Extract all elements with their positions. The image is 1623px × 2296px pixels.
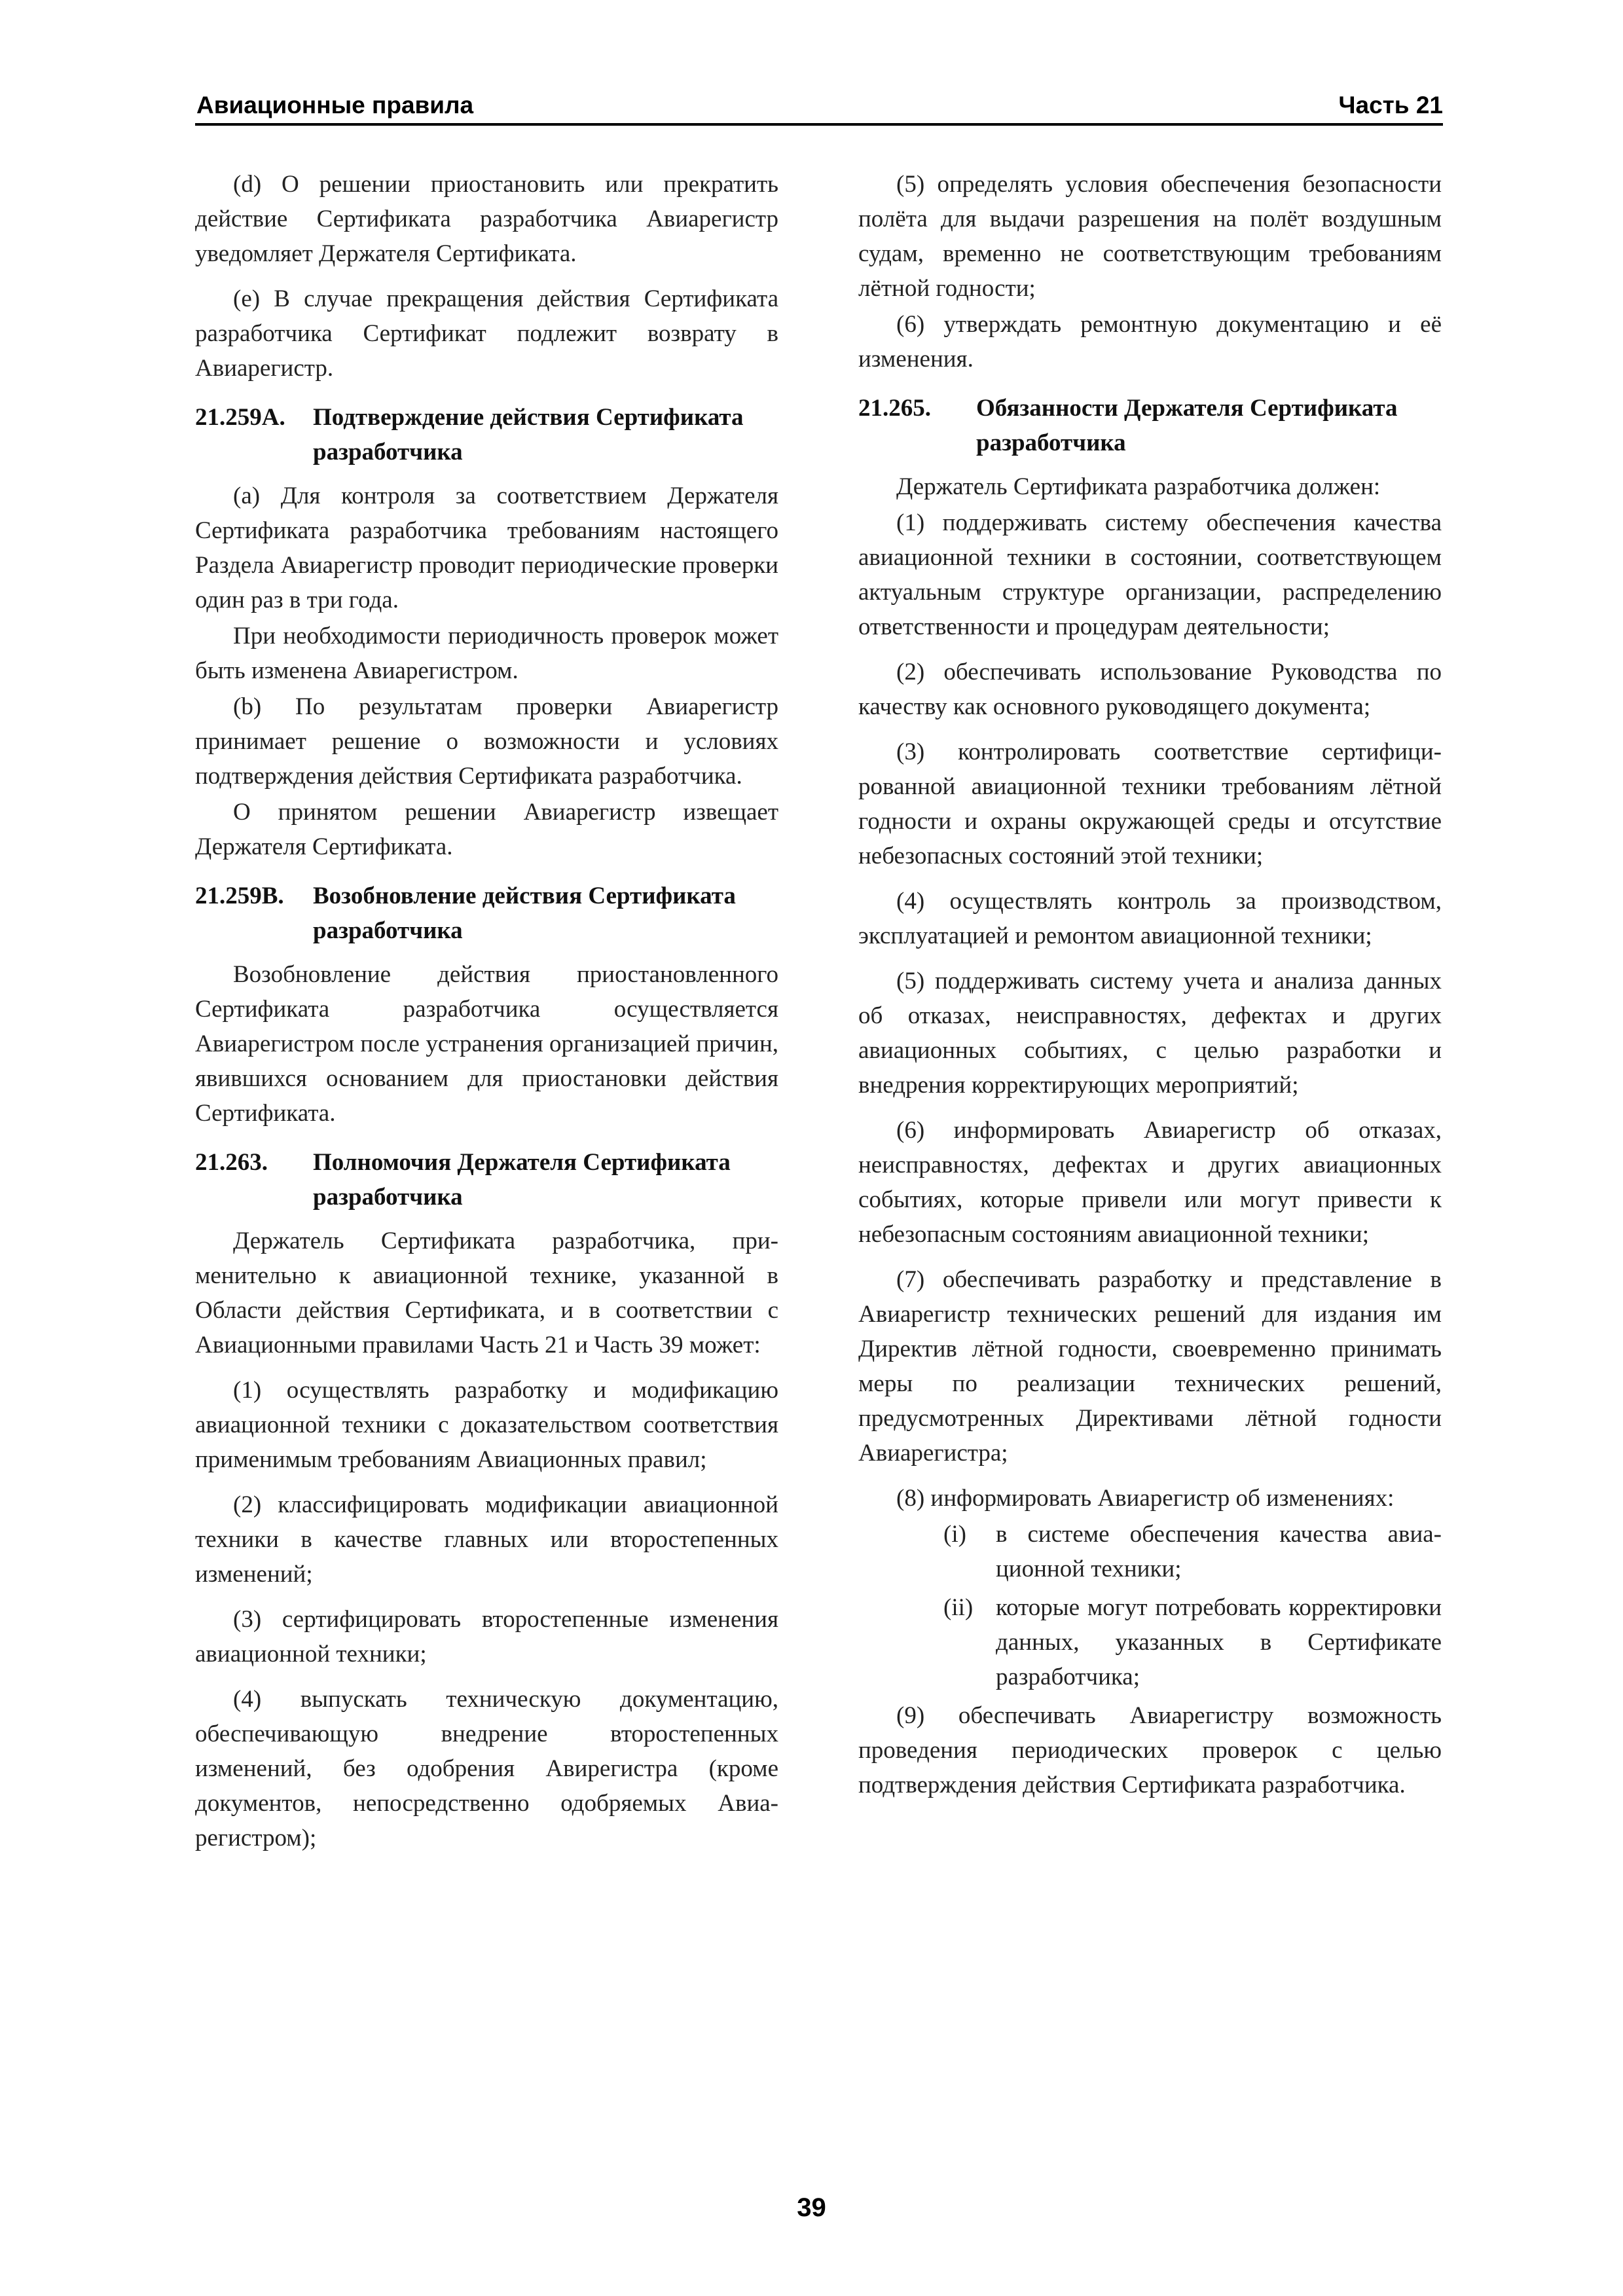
sub-item-marker: (i): [943, 1521, 966, 1548]
paragraph: (a) Для контроля за соответствием Держателя Сертификата разработчика требованиям настоящего Раздела Авиарегистр проводит периодические проверки один раз в три года.: [195, 483, 778, 613]
section-heading-21-259a: [195, 400, 778, 469]
sub-item-text: которые могут потребовать корректировки данных, указанных в Сертификате разработчика;: [996, 1594, 1442, 1690]
list-item: (4) осуществлять контроль за производством, эксплуатацией и ремонтом авиационной техники;: [858, 888, 1442, 949]
list-item: (1) осуществлять разработку и модификацию авиационной техники с доказательством соответствия применимым требованиям Авиационных правил;: [195, 1377, 778, 1473]
section-title: Полномочия Держателя Сертификата разработчика: [313, 1149, 731, 1211]
section-title: Подтверждение действия Сертификата разработчика: [313, 404, 744, 465]
section-number: 21.259А.: [195, 404, 285, 431]
sub-item-text: в системе обеспечения качества авиационной техники;: [996, 1521, 1442, 1582]
running-header: [195, 89, 1443, 126]
left-column: [195, 167, 778, 1866]
list-item: (2) классифицировать модификации авиационной техники в качестве главных или второстепенных изменений;: [195, 1491, 778, 1588]
paragraph-d: (d) О решении приостановить или прекратить действие Сертификата разработчика Авиарегистр уведомляет Держателя Сертификата.: [195, 171, 778, 267]
paragraph: Держатель Сертификата разработчика должен:: [896, 473, 1381, 500]
list-item: (1) поддерживать систему обеспечения качества авиационной техники в состоянии, соответствующем актуальным структуре организации, распределению ответственности и процедурам деятельности;: [858, 509, 1442, 640]
list-item: (7) обеспечивать разработку и представление в Авиарегистр технических решений для издания им Директив лётной годности, своевременно принимать меры по реализации технических решений, предусмотренных Директивами лётной годности Авиарегистра;: [858, 1266, 1442, 1467]
paragraph: О принятом решении Авиарегистр извещает Держателя Сертификата.: [195, 799, 778, 860]
list-item: (2) обеспечивать использование Руководства по качеству как основного руководящего документа;: [858, 659, 1442, 720]
section-heading-21-263: [195, 1145, 778, 1214]
right-column: [858, 167, 1442, 1813]
list-item: (8) информировать Авиарегистр об изменениях:: [896, 1485, 1395, 1512]
paragraph: Держатель Сертификата разработчика, применительно к авиационной технике, указанной в Области действия Сертификата, и в соответствии с Авиационными правилами Часть 21 и Часть 39 может:: [195, 1228, 778, 1358]
header-part: Часть 21: [1338, 92, 1443, 118]
sub-list-item: [858, 1517, 1442, 1586]
section-number: 21.263.: [195, 1149, 268, 1176]
list-item: (3) сертифицировать второстепенные изменения авиационной техники;: [195, 1606, 778, 1667]
section-heading-21-265: [858, 391, 1442, 460]
list-item: (3) контролировать соответствие сертифицированной авиационной техники требованиям лётной годности и охраны окружающей среды и отсутствие небезопасных состояний этой техники;: [858, 738, 1442, 869]
sub-list-item: [858, 1590, 1442, 1694]
section-title: Возобновление действия Сертификата разработчика: [313, 883, 736, 944]
paragraph-e: (e) В случае прекращения действия Сертификата разработчика Сертификат подлежит возврату в Авиарегистр.: [195, 285, 778, 382]
list-item: (5) поддерживать систему учета и анализа данных об отказах, неисправностях, дефектах и других авиационных событиях, с целью разработки и внедрения корректирующих мероприятий;: [858, 968, 1442, 1099]
header-title: Авиационные правила: [196, 92, 474, 118]
paragraph: (b) По результатам проверки Авиарегистр принимает решение о возможности и условиях подтверждения действия Сертификата разработчика.: [195, 693, 778, 790]
section-heading-21-259b: [195, 879, 778, 948]
section-number: 21.259В.: [195, 883, 284, 909]
paragraph: Возобновление действия приостановленного Сертификата разработчика осуществляется Авиарегистром после устранения организацией причин, явившихся основанием для приостановки действия Сертификата.: [195, 961, 778, 1127]
list-item: (4) выпускать техническую документацию, обеспечивающую внедрение второстепенных изменений, без одобрения Авирегистра (кроме документов, непосредственно одобряемых Авиарегистром);: [195, 1686, 778, 1851]
page-number: 39: [797, 2193, 826, 2222]
section-title: Обязанности Держателя Сертификата разработчика: [976, 395, 1398, 456]
paragraph: При необходимости периодичность проверок может быть изменена Авиарегистром.: [195, 623, 778, 684]
section-number: 21.265.: [858, 395, 931, 422]
list-item: (6) информировать Авиарегистр об отказах, неисправностях, дефектах и других авиационных событиях, которые привели или могут привести к небезопасным состояниям авиационной техники;: [858, 1117, 1442, 1248]
list-item: (9) обеспечивать Авиарегистру возможность проведения периодических проверок с целью подтверждения действия Сертификата разработчика.: [858, 1702, 1442, 1798]
list-item: (5) определять условия обеспечения безопасности полёта для выдачи разрешения на полёт воздушным судам, временно не соответствующим требованиям лётной годности;: [858, 171, 1442, 302]
list-item: (6) утверждать ремонтную документацию и её изменения.: [858, 311, 1442, 373]
sub-item-marker: (ii): [943, 1594, 974, 1621]
